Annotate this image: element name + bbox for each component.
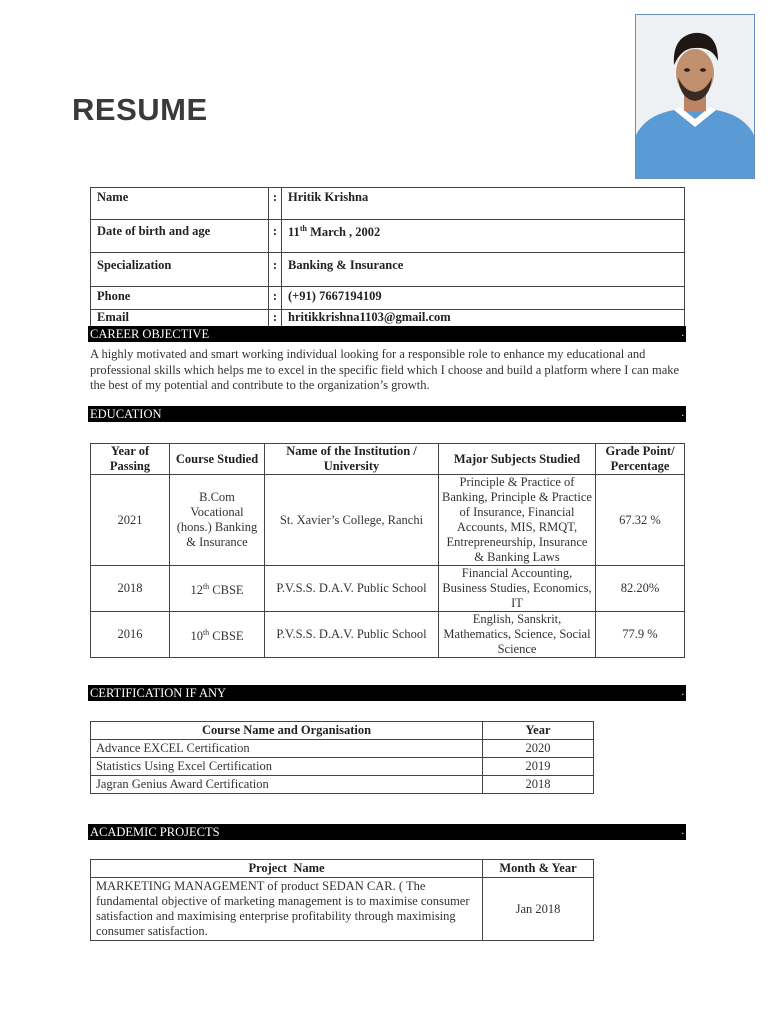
education-table — [90, 443, 685, 658]
projects-table — [90, 859, 594, 941]
col-header-course: Course Studied — [170, 444, 265, 475]
course-grade-num: 10 — [190, 629, 203, 644]
projects-header-row — [91, 860, 594, 878]
section-dot: . — [681, 408, 684, 419]
edu-grade: 82.20% — [596, 566, 685, 612]
info-label: Email — [91, 310, 269, 329]
edu-course — [170, 612, 265, 658]
edu-subjects: English, Sanskrit, Mathematics, Science, Social Science — [439, 612, 596, 658]
info-label: Specialization — [91, 253, 269, 287]
edu-institution: St. Xavier’s College, Ranchi — [265, 475, 439, 566]
section-bar-career-objective — [88, 326, 686, 342]
education-header-row — [91, 444, 685, 475]
section-title: ACADEMIC PROJECTS — [90, 825, 220, 839]
col-header-subjects: Major Subjects Studied — [439, 444, 596, 475]
info-label: Phone — [91, 287, 269, 310]
section-bar-education — [88, 406, 686, 422]
info-row-dob — [91, 220, 685, 253]
info-row-name — [91, 188, 685, 220]
section-bar-academic-projects — [88, 824, 686, 840]
project-date: Jan 2018 — [483, 878, 594, 941]
section-title: EDUCATION — [90, 407, 162, 421]
info-value-specialization: Banking & Insurance — [282, 253, 685, 287]
section-bar-certification — [88, 685, 686, 701]
edu-course: B.Com Vocational (hons.) Banking & Insurance — [170, 475, 265, 566]
info-value-email: hritikkrishna1103@gmail.com — [282, 310, 685, 329]
course-board: CBSE — [209, 583, 244, 598]
certification-header-row — [91, 722, 594, 740]
info-value-name: Hritik Krishna — [282, 188, 685, 220]
col-header-project-name: Project Name — [91, 860, 483, 878]
edu-subjects: Principle & Practice of Banking, Principle & Practice of Insurance, Financial Accounts, MIS, RMQT, Entrepreneurship, Insurance & Banking Laws — [439, 475, 596, 566]
edu-course — [170, 566, 265, 612]
edu-institution: P.V.S.S. D.A.V. Public School — [265, 612, 439, 658]
col-header-grade: Grade Point/ Percentage — [596, 444, 685, 475]
person-photo-icon — [636, 15, 754, 178]
dob-rest: March , 2002 — [306, 225, 381, 240]
section-title: CAREER OBJECTIVE — [90, 327, 210, 341]
edu-subjects: Financial Accounting, Business Studies, Economics, IT — [439, 566, 596, 612]
cert-name: Advance EXCEL Certification — [91, 740, 483, 758]
dob-suffix: th — [299, 224, 307, 233]
section-dot: . — [681, 687, 684, 698]
cert-year: 2020 — [483, 740, 594, 758]
info-label: Date of birth and age — [91, 220, 269, 253]
info-colon: : — [269, 188, 282, 220]
certification-row — [91, 776, 594, 794]
dob-day: 11 — [288, 225, 300, 240]
personal-info-table — [90, 187, 685, 329]
resume-title: RESUME — [72, 92, 208, 127]
cert-year: 2018 — [483, 776, 594, 794]
info-colon: : — [269, 220, 282, 253]
cert-year: 2019 — [483, 758, 594, 776]
project-row — [91, 878, 594, 941]
info-label: Name — [91, 188, 269, 220]
edu-institution: P.V.S.S. D.A.V. Public School — [265, 566, 439, 612]
edu-grade: 77.9 % — [596, 612, 685, 658]
info-colon: : — [269, 310, 282, 329]
course-board: CBSE — [209, 629, 244, 644]
education-row — [91, 475, 685, 566]
course-grade-num: 12 — [190, 583, 203, 598]
edu-year: 2016 — [91, 612, 170, 658]
edu-year: 2018 — [91, 566, 170, 612]
course-grade-suffix: th — [202, 581, 210, 591]
info-colon: : — [269, 253, 282, 287]
info-row-phone — [91, 287, 685, 310]
info-row-specialization — [91, 253, 685, 287]
info-value-dob — [282, 220, 685, 253]
edu-grade: 67.32 % — [596, 475, 685, 566]
info-colon: : — [269, 287, 282, 310]
career-objective-text: A highly motivated and smart working individual looking for a responsible role to enhance my educational and professional skills which helps me to excel in the specific field which I choose and build a platform where I can make the best of my potential and contribute to the organization’s growth. — [90, 347, 680, 392]
col-header-institution: Name of the Institution / University — [265, 444, 439, 475]
section-title: CERTIFICATION IF ANY — [90, 686, 227, 700]
col-header-month-year: Month & Year — [483, 860, 594, 878]
project-description: MARKETING MANAGEMENT of product SEDAN CAR. ( The fundamental objective of marketing management is to maximise consumer satisfaction and maximising enterprise profitability through maximising consumer satisfaction. — [91, 878, 483, 941]
profile-photo — [635, 14, 755, 179]
info-value-phone: (+91) 7667194109 — [282, 287, 685, 310]
col-header-year: Year of Passing — [91, 444, 170, 475]
education-row — [91, 566, 685, 612]
edu-year: 2021 — [91, 475, 170, 566]
col-header-year: Year — [483, 722, 594, 740]
cert-name: Statistics Using Excel Certification — [91, 758, 483, 776]
education-row — [91, 612, 685, 658]
col-header-course-name: Course Name and Organisation — [91, 722, 483, 740]
section-dot: . — [681, 328, 684, 339]
certification-row — [91, 740, 594, 758]
cert-name: Jagran Genius Award Certification — [91, 776, 483, 794]
section-dot: . — [681, 826, 684, 837]
certification-row — [91, 758, 594, 776]
certification-table — [90, 721, 594, 794]
course-grade-suffix: th — [202, 627, 210, 637]
